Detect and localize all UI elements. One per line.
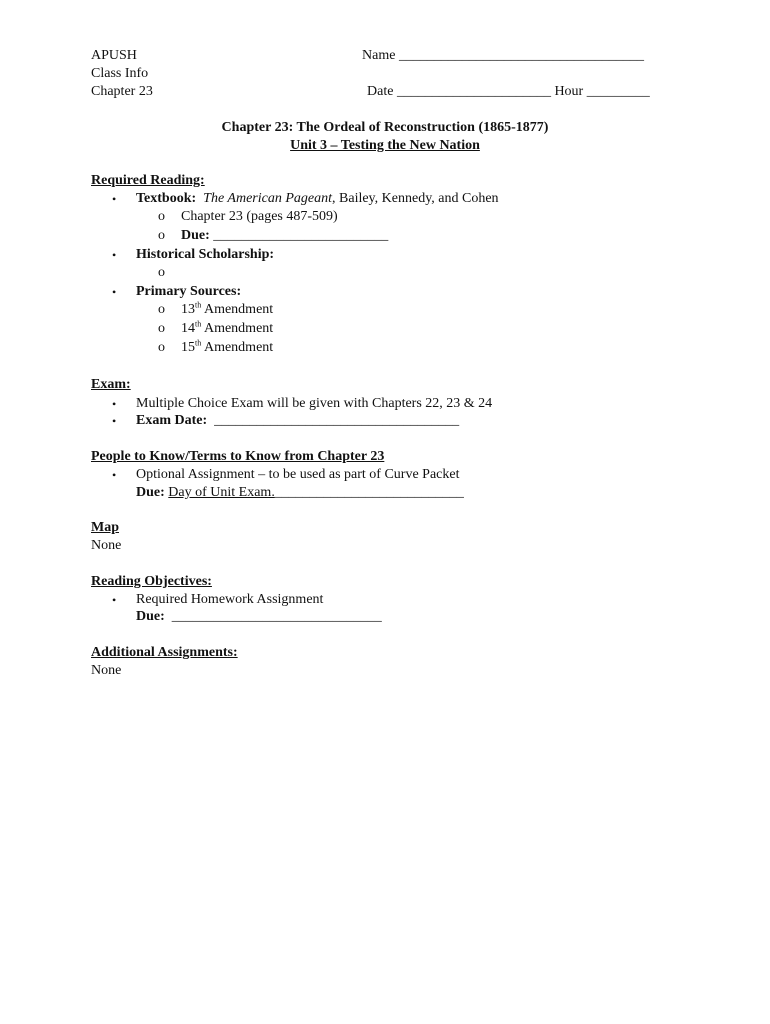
objectives-due-blank: ______________________________	[171, 609, 382, 624]
name-blank: ___________________________________	[398, 48, 644, 63]
objectives-due-label: Due:	[136, 609, 165, 624]
sub-bullet-icon: o	[158, 321, 165, 336]
primary-sources-label: Primary Sources:	[136, 284, 242, 299]
sub-bullet-icon: o	[158, 265, 165, 280]
reading-due-line	[181, 227, 388, 245]
amendment-number: 15	[181, 340, 195, 355]
amendment-number: 14	[181, 321, 195, 336]
hour-label: Hour	[554, 84, 584, 99]
ordinal-suffix: th	[195, 319, 202, 329]
bullet-icon: •	[112, 248, 117, 262]
textbook-label: Textbook:	[136, 191, 197, 206]
textbook-chapter-item: Chapter 23 (pages 487-509)	[181, 209, 338, 224]
exam-date-line	[136, 412, 459, 430]
additional-assignments-heading: Additional Assignments:	[91, 645, 238, 660]
homework-item: Required Homework Assignment	[136, 592, 324, 607]
map-value: None	[91, 538, 122, 553]
bullet-icon: •	[112, 414, 117, 428]
bullet-icon: •	[112, 593, 117, 607]
exam-item: Multiple Choice Exam will be given with Chapters 22, 23 & 24	[136, 396, 493, 411]
exam-date-blank: ___________________________________	[214, 413, 460, 428]
exam-heading: Exam:	[91, 377, 131, 392]
chapter-label: Chapter 23	[91, 84, 153, 99]
people-due-line	[136, 484, 464, 502]
amendment-item	[181, 339, 273, 357]
objectives-due-line	[136, 608, 382, 626]
sub-bullet-icon: o	[158, 209, 165, 224]
amendment-item	[181, 320, 273, 338]
sub-bullet-icon: o	[158, 340, 165, 355]
hour-blank: _________	[586, 84, 650, 99]
unit-title-wrap	[0, 137, 770, 155]
people-due-blank: ___________________________	[274, 485, 464, 500]
date-blank: ______________________	[396, 84, 551, 99]
sub-bullet-icon: o	[158, 302, 165, 317]
name-line	[362, 47, 644, 65]
date-label: Date	[367, 84, 394, 99]
reading-due-blank: _________________________	[213, 228, 389, 243]
people-due-label: Due:	[136, 485, 165, 500]
amendment-text: Amendment	[201, 302, 274, 317]
textbook-title: The American Pageant	[203, 191, 333, 206]
doc-type: Class Info	[91, 66, 149, 81]
textbook-line	[136, 190, 499, 208]
map-heading: Map	[91, 520, 119, 535]
people-terms-heading: People to Know/Terms to Know from Chapter 23	[91, 449, 385, 464]
bullet-icon: •	[112, 285, 117, 299]
exam-date-label: Exam Date:	[136, 413, 208, 428]
additional-assignments-value: None	[91, 663, 122, 678]
reading-due-label: Due:	[181, 228, 210, 243]
amendment-text: Amendment	[201, 340, 274, 355]
historical-scholarship-label: Historical Scholarship:	[136, 247, 275, 262]
reading-objectives-heading: Reading Objectives:	[91, 574, 212, 589]
ordinal-suffix: th	[195, 338, 202, 348]
people-due-value: Day of Unit Exam.	[168, 485, 275, 500]
name-label: Name	[362, 48, 396, 63]
unit-title: Unit 3 – Testing the New Nation	[290, 138, 480, 153]
textbook-authors: , Bailey, Kennedy, and Cohen	[332, 191, 499, 206]
optional-assignment-item: Optional Assignment – to be used as part of Curve Packet	[136, 467, 460, 482]
document-title: Chapter 23: The Ordeal of Reconstruction (1865-1877)	[221, 120, 549, 135]
bullet-icon: •	[112, 192, 117, 206]
date-hour-line	[367, 83, 650, 101]
sub-bullet-icon: o	[158, 228, 165, 243]
course-name: APUSH	[91, 48, 137, 63]
bullet-icon: •	[112, 397, 117, 411]
amendment-text: Amendment	[201, 321, 274, 336]
bullet-icon: •	[112, 468, 117, 482]
amendment-item	[181, 301, 273, 319]
required-reading-heading: Required Reading:	[91, 173, 205, 188]
ordinal-suffix: th	[195, 300, 202, 310]
amendment-number: 13	[181, 302, 195, 317]
